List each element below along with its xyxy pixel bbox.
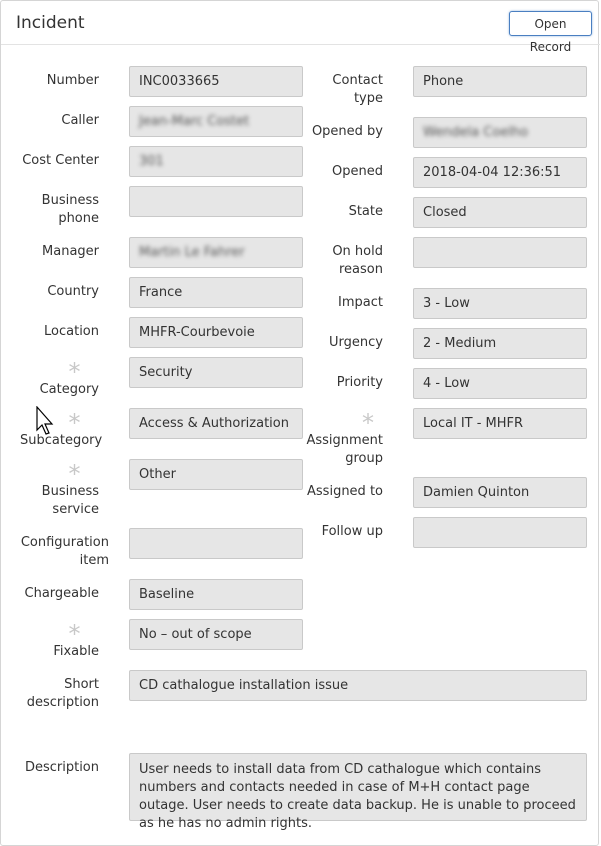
fixable-label-text: Fixable	[53, 644, 99, 659]
contact-type-label	[303, 72, 383, 108]
business-service-field[interactable]: Other	[129, 459, 303, 490]
business-service-label-1: Business	[41, 484, 99, 499]
open-record-button[interactable]: Open Record	[509, 11, 592, 36]
opened-by-value: Wendela Coelho	[423, 125, 529, 140]
state-label: State	[348, 204, 383, 219]
chargeable-label: Chargeable	[24, 586, 99, 601]
business-phone-field[interactable]	[129, 186, 303, 217]
short-description-label-1: Short	[64, 677, 99, 692]
cost-center-label: Cost Center	[22, 153, 99, 168]
priority-field[interactable]: 4 - Low	[413, 368, 587, 399]
contact-type-label-1: Contact	[332, 73, 383, 88]
manager-value: Martin Le Fahrer	[139, 245, 245, 260]
subcategory-field[interactable]: Access & Authorization	[129, 408, 303, 439]
business-service-label	[20, 460, 99, 519]
fixable-field[interactable]: No – out of scope	[129, 619, 303, 650]
business-phone-label-2: phone	[58, 211, 99, 226]
configuration-item-label-2: item	[79, 553, 109, 568]
short-description-label-2: description	[26, 695, 99, 710]
state-field[interactable]: Closed	[413, 197, 587, 228]
configuration-item-field[interactable]	[129, 528, 303, 559]
assignment-group-field[interactable]: Local IT - MHFR	[413, 408, 587, 439]
manager-field[interactable]	[129, 237, 303, 268]
on-hold-reason-label	[303, 243, 383, 279]
urgency-field[interactable]: 2 - Medium	[413, 328, 587, 359]
on-hold-reason-label-2: reason	[339, 262, 383, 277]
manager-label: Manager	[42, 244, 99, 259]
business-phone-label	[20, 192, 99, 228]
assignment-group-label-1: Assignment	[306, 433, 383, 448]
location-field[interactable]: MHFR-Courbevoie	[129, 317, 303, 348]
configuration-item-label-1: Configuration	[20, 535, 109, 550]
assigned-to-label: Assigned to	[307, 484, 383, 499]
assigned-to-field[interactable]: Damien Quinton	[413, 477, 587, 508]
cost-center-field[interactable]	[129, 146, 303, 177]
asterisk-icon: *	[68, 358, 81, 386]
contact-type-field[interactable]: Phone	[413, 66, 587, 97]
fixable-label	[20, 620, 99, 661]
priority-label: Priority	[336, 375, 383, 390]
country-field[interactable]: France	[129, 277, 303, 308]
opened-by-field[interactable]	[413, 117, 587, 148]
description-textarea[interactable]: User needs to install data from CD cathalogue which contains numbers and contacts needed in case of M+H contact page outage. User needs to create data backup. He is unable to proceed as he has no admin rights.	[129, 753, 587, 821]
description-label: Description	[24, 760, 99, 775]
category-field[interactable]: Security	[129, 357, 303, 388]
short-description-label	[20, 676, 99, 712]
impact-label: Impact	[338, 295, 383, 310]
asterisk-icon: *	[362, 409, 374, 437]
contact-type-label-2: type	[353, 91, 383, 106]
urgency-label: Urgency	[329, 335, 383, 350]
asterisk-icon: *	[68, 460, 81, 488]
business-phone-label-1: Business	[41, 193, 99, 208]
opened-by-label: Opened by	[311, 124, 383, 139]
asterisk-icon: *	[68, 409, 81, 437]
assignment-group-label	[303, 409, 383, 468]
follow-up-field[interactable]	[413, 517, 587, 548]
category-label-text: Category	[39, 382, 99, 397]
number-field[interactable]: INC0033665	[129, 66, 303, 97]
on-hold-reason-label-1: On hold	[332, 244, 383, 259]
caller-label: Caller	[61, 113, 99, 128]
business-service-label-2: service	[52, 502, 99, 517]
opened-field[interactable]: 2018-04-04 12:36:51	[413, 157, 587, 188]
number-label: Number	[46, 73, 99, 88]
caller-field[interactable]	[129, 106, 303, 137]
category-label	[20, 358, 99, 399]
mouse-pointer-icon	[36, 406, 56, 436]
cost-center-value: 301	[139, 154, 164, 169]
form-title: Incident	[16, 13, 85, 33]
short-description-field[interactable]: CD cathalogue installation issue	[129, 670, 587, 701]
chargeable-field[interactable]: Baseline	[129, 579, 303, 610]
opened-label: Opened	[332, 164, 383, 179]
impact-field[interactable]: 3 - Low	[413, 288, 587, 319]
location-label: Location	[44, 324, 99, 339]
subcategory-label	[20, 409, 103, 450]
form-header	[1, 1, 600, 54]
assignment-group-label-2: group	[345, 451, 383, 466]
caller-value: Jean-Marc Costet	[139, 114, 250, 129]
asterisk-icon: *	[68, 620, 81, 648]
follow-up-label: Follow up	[321, 524, 383, 539]
configuration-item-label	[20, 534, 109, 570]
country-label: Country	[47, 284, 99, 299]
subcategory-label-text: Subcategory	[20, 433, 103, 448]
on-hold-reason-field[interactable]	[413, 237, 587, 268]
